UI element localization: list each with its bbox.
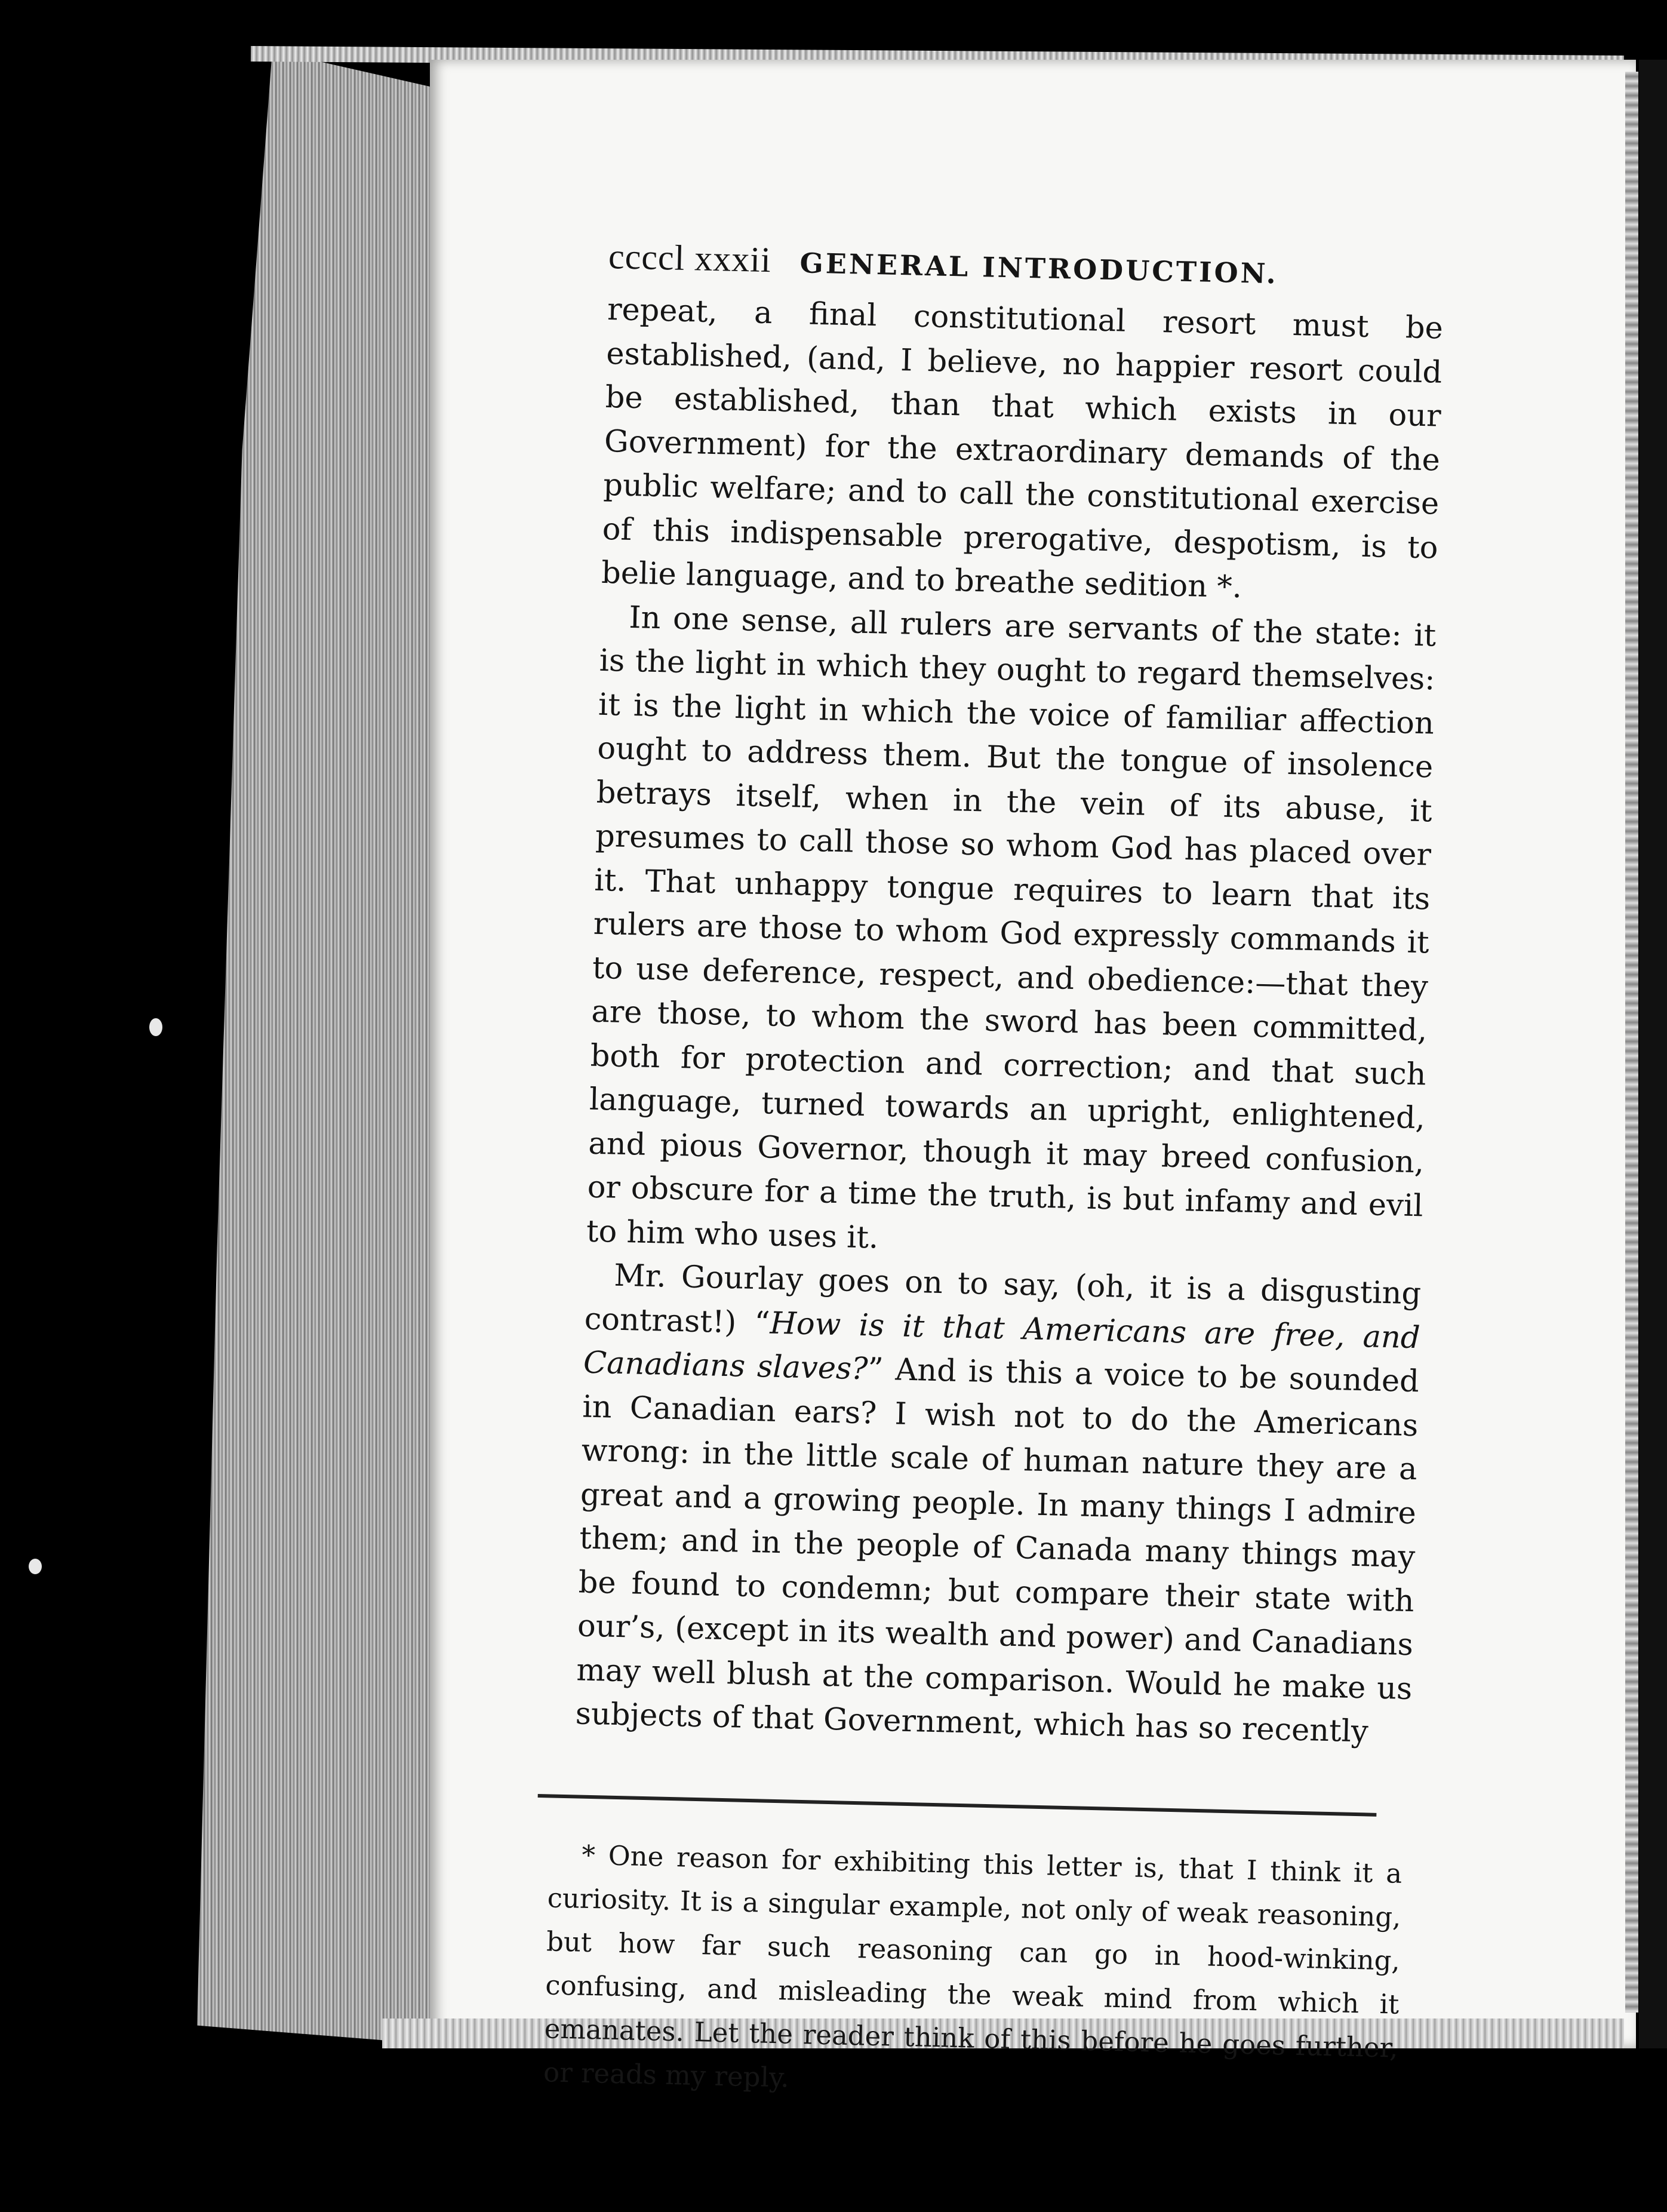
scan-speck bbox=[29, 1559, 42, 1574]
paragraph-3 bbox=[575, 1254, 1422, 1755]
main-text bbox=[575, 288, 1444, 1755]
paragraph-3-quote: How is it that Americans are free, and Canadians slaves? bbox=[583, 1305, 1421, 1387]
page-content bbox=[543, 236, 1444, 2113]
right-margin-shadow bbox=[1639, 60, 1667, 2048]
page-number: ccccl xxxii bbox=[608, 236, 772, 280]
right-page-edge bbox=[1625, 72, 1638, 2013]
footnote bbox=[543, 1832, 1403, 2113]
footnote-rule bbox=[538, 1793, 1377, 1816]
paragraph-2: In one sense, all rulers are servants of the state: it is the light in which they ought to regard themselves: it is the light in which the voice of familiar affection ought to address them. But the tongue of insolence betrays itself, when in the vein of its abuse, it presumes to call those so whom God has placed over it. That unhappy tongue requires to learn that its rulers are those to whom God expressly commands it to use deference, respect, and obedience:—that they are those, to whom the sword has been committed, both for protection and correction; and that such language, turned towards an upright, enlightened, and pious Governor, though it may breed confusion, or obscure for a time the truth, is but infamy and evil to him who uses it. bbox=[586, 600, 1437, 1256]
paragraph-3-rest: ” And is this a voice to be sounded in Canadian ears? I wish not to do the Americans wrong: in the little scale of human nature they are a great and a growing people. In many things I admire them; and in the people of Canada many things may be found to condemn; but compare their state with our’s, (except in its wealth and power) and Canadians may well blush at the comparison. Would he make us subjects of that Government, which has so recently bbox=[575, 1351, 1420, 1750]
scan-speck bbox=[149, 1018, 162, 1036]
paragraph-1: repeat, a final constitutional resort must be established, (and, I believe, no happier resort could be established, than that which exists in our Government) for the extraordinary demands of the public welfare; and to call the constitutional exercise of this indispensable prerogative, despotism, is to belie language, and to breathe sedition *. bbox=[601, 291, 1444, 606]
running-title: GENERAL INTRODUCTION. bbox=[799, 247, 1279, 290]
paragraph-3-start: Mr. Gourlay goes on to say, (oh, it is a disgusting contrast!) “ bbox=[584, 1258, 1422, 1341]
book-page-edges bbox=[197, 51, 448, 2045]
footnote-text: * One reason for exhibiting this letter is, that I think it a curiosity. It is a singular example, not only of weak reasoning, but how far such reasoning can go in hood-winking, confusing, and misleading the weak mind from which it emanates. Let the reader think of this before he goes further, or reads my reply. bbox=[543, 1839, 1403, 2094]
